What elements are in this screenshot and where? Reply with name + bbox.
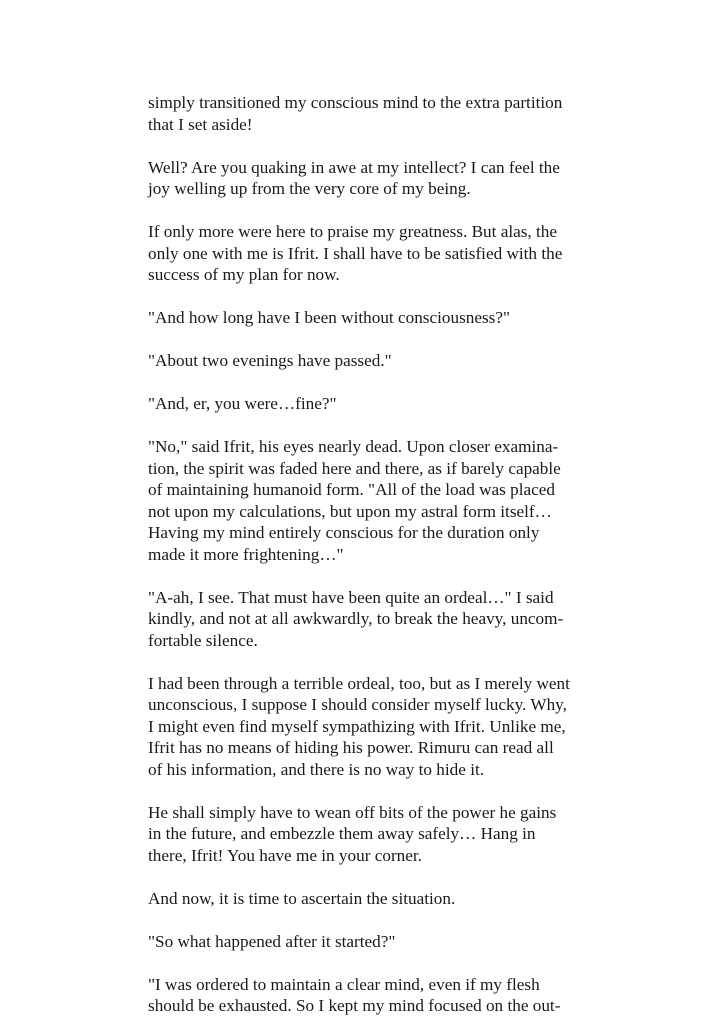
paragraph	[148, 673, 588, 781]
text-line: not upon my calculations, but upon my astral form itself…	[148, 501, 552, 521]
paragraph-gap	[148, 372, 588, 394]
paragraph	[148, 931, 588, 953]
paragraph	[148, 221, 588, 286]
text-line: there, Ifrit! You have me in your corner.	[148, 845, 422, 865]
text-line: in the future, and embezzle them away safely… Hang in	[148, 824, 536, 843]
paragraph-gap	[148, 909, 588, 931]
paragraph-gap	[148, 135, 588, 157]
text-line: should be exhausted. So I kept my mind focused on the out-	[148, 996, 561, 1015]
text-line: "So what happened after it started?"	[148, 931, 396, 951]
text-line: And now, it is time to ascertain the situation.	[148, 888, 456, 908]
text-line: "I was ordered to maintain a clear mind, even if my flesh	[148, 974, 540, 994]
paragraph-gap	[148, 866, 588, 888]
page-text	[148, 92, 588, 1017]
paragraph	[148, 587, 588, 652]
text-line: I might even find myself sympathizing with Ifrit. Unlike me,	[148, 716, 566, 736]
text-line: of maintaining humanoid form. "All of the load was placed	[148, 480, 556, 499]
text-line: "And how long have I been without consciousness?"	[148, 308, 511, 327]
paragraph-gap	[148, 329, 588, 351]
paragraph-gap	[148, 651, 588, 673]
paragraph-gap	[148, 286, 588, 308]
text-line: "About two evenings have passed."	[148, 351, 392, 370]
text-line: "And, er, you were…fine?"	[148, 394, 337, 413]
text-line: that I set aside!	[148, 114, 253, 134]
text-line: made it more frightening…"	[148, 544, 344, 564]
text-line: success of my plan for now.	[148, 265, 340, 284]
text-line: kindly, and not at all awkwardly, to break the heavy, uncom-	[148, 609, 564, 628]
text-line: joy welling up from the very core of my being.	[148, 179, 471, 198]
text-line: "A-ah, I see. That must have been quite an ordeal…" I said	[148, 587, 554, 607]
paragraph	[148, 92, 588, 135]
text-line: "No," said Ifrit, his eyes nearly dead. Upon closer examina-	[148, 437, 559, 456]
paragraph-gap	[148, 415, 588, 437]
paragraph	[148, 802, 588, 867]
text-line: He shall simply have to wean off bits of the power he gains	[148, 802, 557, 822]
text-line: fortable silence.	[148, 630, 258, 650]
paragraph-gap	[148, 780, 588, 802]
paragraph-gap	[148, 952, 588, 974]
paragraph	[148, 393, 588, 415]
text-line: I had been through a terrible ordeal, too, but as I merely went	[148, 673, 570, 693]
paragraph	[148, 350, 588, 372]
text-line: of his information, and there is no way to hide it.	[148, 759, 485, 779]
paragraph-gap	[148, 565, 588, 587]
text-line: Ifrit has no means of hiding his power. Rimuru can read all	[148, 738, 554, 757]
text-line: Having my mind entirely conscious for the duration only	[148, 523, 540, 542]
text-line: unconscious, I suppose I should consider myself lucky. Why,	[148, 695, 567, 714]
text-line: only one with me is Ifrit. I shall have to be satisfied with the	[148, 243, 563, 263]
paragraph	[148, 974, 588, 1017]
paragraph	[148, 307, 588, 329]
text-line: simply transitioned my conscious mind to the extra partition	[148, 93, 563, 112]
paragraph-gap	[148, 200, 588, 222]
paragraph	[148, 888, 588, 910]
text-line: If only more were here to praise my greatness. But alas, the	[148, 222, 558, 241]
text-line: Well? Are you quaking in awe at my intellect? I can feel the	[148, 157, 560, 177]
text-line: tion, the spirit was faded here and there, as if barely capable	[148, 458, 561, 478]
paragraph	[148, 157, 588, 200]
paragraph	[148, 436, 588, 565]
